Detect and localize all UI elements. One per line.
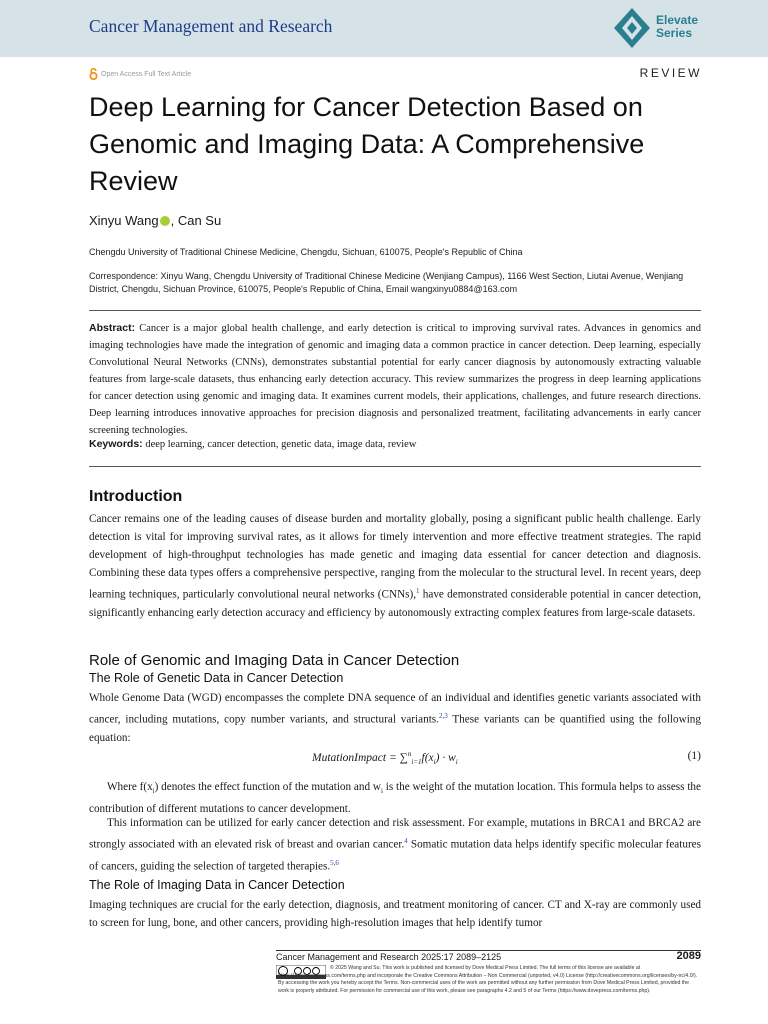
article-type: REVIEW bbox=[639, 66, 702, 80]
abstract-text: Cancer is a major global health challenge, and early detection is critical to improving survival rates. Advances in genomics and imaging technologies have made the integration of genomic and imaging data a common practice in cancer detection. Deep learning, especially Convolutional Neural Networks (CNNs), demonstrates substantial potential for early cancer diagnosis by autonomously extracting valuable features from large-scale datasets, thus enhancing early detection accuracy. This review summarizes the progress in deep learning applications for cancer detection using genomic and imaging data. It examines current models, their applications, challenges, and future research directions. Deep learning introduces innovative approaches for precision diagnosis and personalized treatment, facilitating advancements in early cancer screening technologies. bbox=[89, 323, 702, 436]
footer-citation: Cancer Management and Research 2025:17 2089–2125 bbox=[276, 952, 502, 962]
paragraph: Cancer remains one of the leading causes of disease burden and mortality globally, posing a significant public health challenge. Early detection is vital for improving survival rates, as it allows for timely intervention and more effective treatment strategies. The rapid development of high-throughput technologies has made genetic and imaging data essential for cancer detection and diagnosis. Combining these data types offers a comprehensive perspective, ranging from the molecular to the structural level. In recent years, deep learning techniques, particularly convolutional neural networks (CNNs),$^1$ have demonstrated considerable potential in cancer detection, significantly enhancing early detection accuracy and efficiency by autonomously extracting complex features from large-scale datasets. bbox=[89, 513, 701, 619]
elevate-series-logo bbox=[612, 6, 752, 50]
keywords-text: deep learning, cancer detection, genetic data, image data, review bbox=[145, 439, 417, 450]
license-text: © 2025 Wang and Su. This work is published and licensed by Dove Medical Press Limited. The full terms of this license are available at https://www.dovepress.com/terms.php and incorporate the Creative Commons Attribution – Non Commercial (unported, v4.0) License (http://creativecommons.org/licenses/by-nc/4.0/). By accessing the work you hereby accept the Terms. Non-commercial uses of the work are permitted without any further permission from Dove Medical Press Limited, provided the work is properly attributed. For permission for commercial use of this work, please see paragraphs 4.2 and 5 of our Terms (https://www.dovepress.com/terms.php). bbox=[278, 965, 698, 994]
paragraph: This information can be utilized for early cancer detection and risk assessment. For example, mutations in BRCA1 and BRCA2 are strongly associated with an elevated risk of breast and ovarian cancer.$^4$ Somatic mutation data helps identify specific molecular features of cancers, guiding the selection of targeted therapies.$^{5,6}$ bbox=[89, 817, 701, 873]
correspondence: Correspondence: Xinyu Wang, Chengdu University of Traditional Chinese Medicine (Wenjiang Campus), 1166 West Section, Liutai Avenue, Wenjiang District, Chengdu, Sichuan Province, 610075, People's Republic of China, Email wangxinyu0884@163.com bbox=[89, 271, 684, 294]
journal-name[interactable]: Cancer Management and Research bbox=[89, 16, 333, 36]
logo-icon bbox=[612, 6, 652, 50]
section-heading: Introduction bbox=[89, 488, 183, 505]
journal-header-bar bbox=[0, 0, 768, 57]
affiliation: Chengdu University of Traditional Chinese Medicine, Chengdu, Sichuan, 610075, People's Republic of China bbox=[89, 247, 523, 257]
keywords bbox=[89, 438, 701, 450]
orcid-icon[interactable] bbox=[160, 216, 170, 226]
paragraph: Where $f(x_i)$ denotes the effect function of the mutation and $w_i$ is the weight of the mutation location. This formula helps to assess the contribution of different mutations to cancer development. bbox=[89, 781, 701, 816]
citation-link[interactable]: 5,6 bbox=[330, 858, 339, 867]
section-heading: Role of Genomic and Imaging Data in Cancer Detection bbox=[89, 652, 460, 669]
citation-link[interactable]: 1 bbox=[416, 587, 420, 595]
equation-body: MutationImpact = $\sum^n_{i=1}f(x_i) \cdot w_i$ bbox=[312, 750, 458, 767]
article-title: Deep Learning for Cancer Detection Based on Genomic and Imaging Data: A Comprehensive Review bbox=[89, 92, 645, 196]
author-name[interactable]: , Can Su bbox=[170, 213, 222, 228]
open-access-label: Open Access Full Text Article bbox=[89, 68, 191, 80]
abstract bbox=[89, 320, 701, 439]
equation-number: (1) bbox=[687, 750, 701, 762]
divider bbox=[89, 310, 701, 311]
divider bbox=[89, 466, 701, 467]
paragraph: Imaging techniques are crucial for the early detection, diagnosis, and treatment monitoring of cancer. CT and X-ray are commonly used to screen for lung, bone, and other cancers, providing high-resolution images that help identify tumor bbox=[89, 899, 701, 929]
subsection-heading: The Role of Genetic Data in Cancer Detection bbox=[89, 671, 344, 685]
subsection-heading: The Role of Imaging Data in Cancer Detection bbox=[89, 878, 345, 892]
footer-divider bbox=[276, 950, 701, 951]
citation-link[interactable]: 4 bbox=[404, 837, 408, 845]
paragraph: Whole Genome Data (WGD) encompasses the complete DNA sequence of an individual and identifies genetic variants associated with cancer, including mutations, copy number variants, and structural variants.$^{2,3}$ These variants can be quantified using the following equation: bbox=[89, 692, 701, 744]
logo-text: Elevate Series bbox=[656, 13, 699, 40]
equation bbox=[89, 750, 701, 770]
keywords-label: Keywords: bbox=[89, 438, 143, 450]
citation-link[interactable]: 2,3 bbox=[438, 712, 448, 720]
author-list bbox=[89, 213, 221, 228]
open-access-icon bbox=[89, 68, 98, 80]
page-number: 2089 bbox=[676, 950, 701, 962]
abstract-label: Abstract: bbox=[89, 322, 136, 334]
author-name[interactable]: Xinyu Wang bbox=[89, 213, 159, 228]
